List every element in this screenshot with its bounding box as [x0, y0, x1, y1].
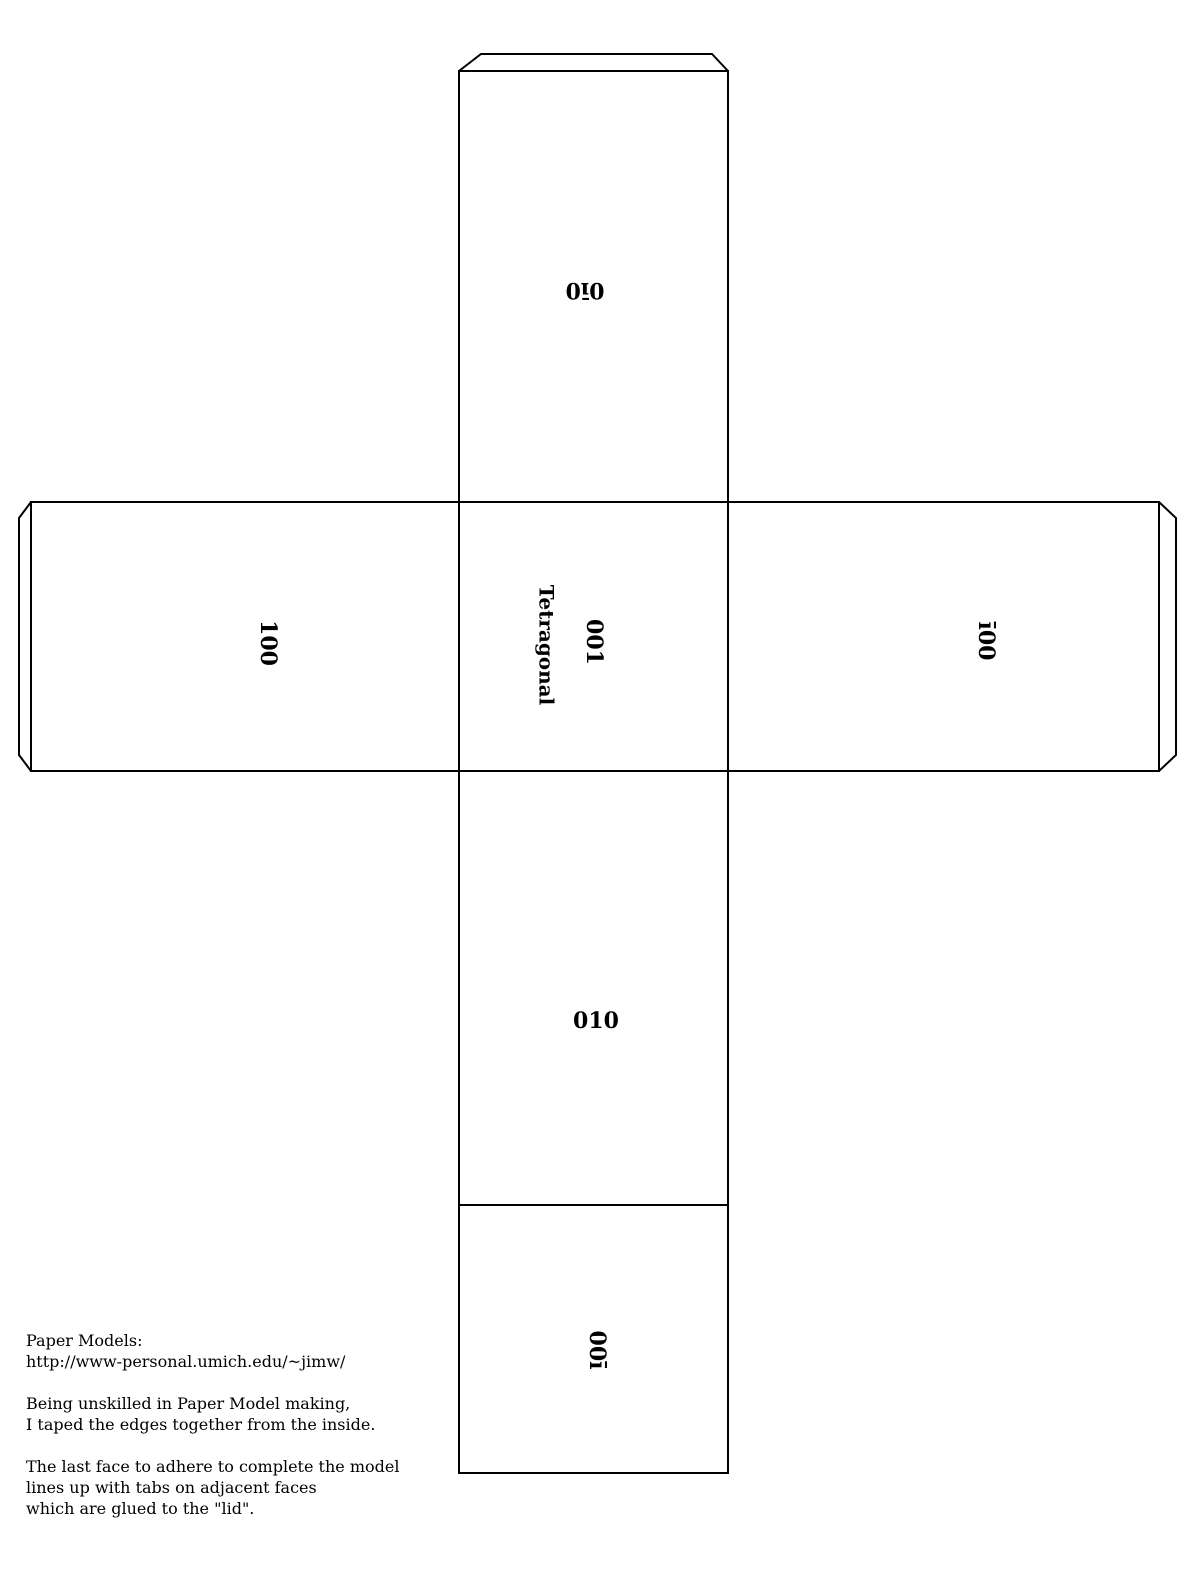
- assembly-line-3: which are glued to the "lid".: [26, 1499, 255, 1518]
- top-glue-tab: [459, 54, 728, 71]
- source-paragraph: [26, 1330, 446, 1372]
- face-left-label: 100: [255, 620, 281, 666]
- assembly-line-1: The last face to adhere to complete the model: [26, 1457, 400, 1476]
- face-center-label: 001: [581, 619, 607, 665]
- source-label: Paper Models:: [26, 1331, 143, 1350]
- right-glue-tab: [1159, 502, 1176, 771]
- face-bottom-label: 010: [573, 1008, 619, 1034]
- face-left: [31, 502, 459, 771]
- taping-line-2: I taped the edges together from the inside.: [26, 1415, 376, 1434]
- face-right-label: ī00: [973, 621, 999, 661]
- assembly-line-2: lines up with tabs on adjacent faces: [26, 1478, 317, 1497]
- source-url: http://www-personal.umich.edu/~jimw/: [26, 1352, 346, 1371]
- taping-line-1: Being unskilled in Paper Model making,: [26, 1394, 351, 1413]
- assembly-paragraph: [26, 1456, 446, 1519]
- taping-paragraph: [26, 1393, 446, 1435]
- left-glue-tab: [19, 502, 31, 771]
- face-top-label: 0ī0: [565, 277, 605, 303]
- face-right: [728, 502, 1159, 771]
- instructions-notes: [26, 1330, 446, 1540]
- face-last-label: 00ī: [584, 1330, 610, 1370]
- crystal-system-title: Tetragonal: [534, 584, 559, 706]
- face-bottom: [459, 771, 728, 1205]
